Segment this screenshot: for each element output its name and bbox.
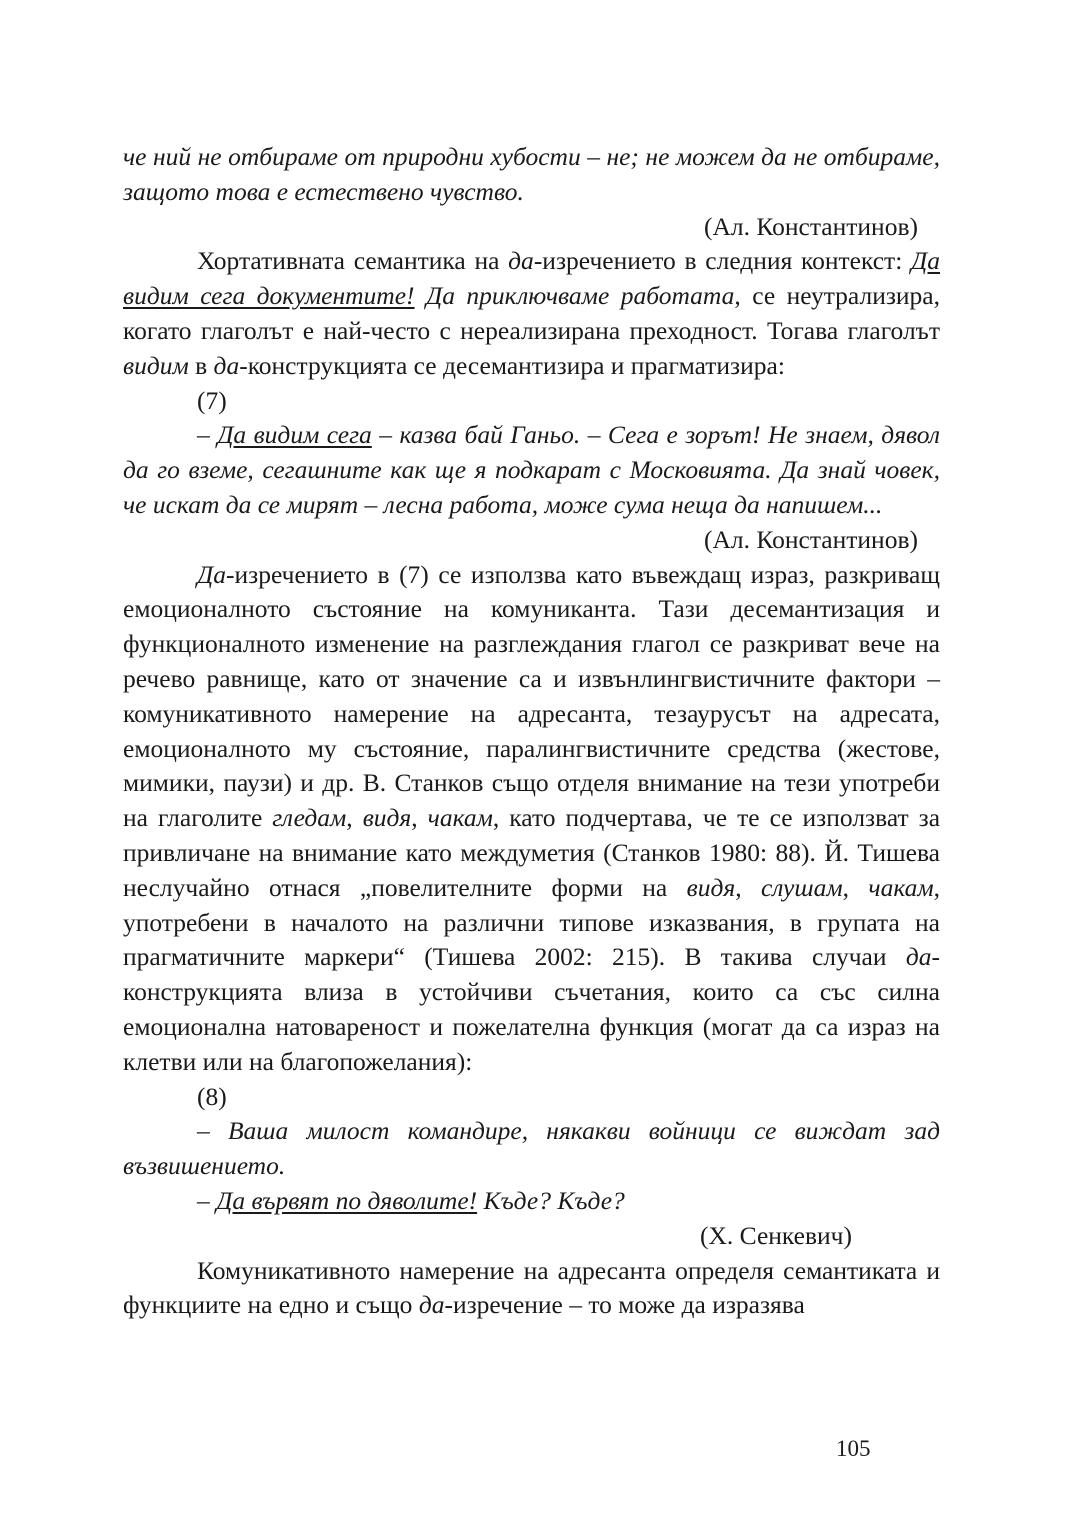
dash: –	[197, 420, 218, 450]
italic-term: слушам	[760, 872, 843, 902]
italic-term: гледам	[272, 803, 347, 833]
source-attribution: (Ал. Константинов)	[704, 211, 918, 241]
underlined-example: Да видим сега документите!	[123, 246, 940, 311]
source-attribution: (Ал. Константинов)	[704, 524, 918, 554]
text-run: Комуникативното намерение на адресанта определя семантиката и функциите на едно и също	[123, 1255, 940, 1320]
text-run: ,	[346, 803, 363, 833]
text-run: -изречение – то може да изразява	[444, 1290, 805, 1320]
text-run: , се неутрализира, когато глаголът е най-често с нереализирана преходност. Тогава глаголът	[123, 281, 941, 345]
italic-term: да	[905, 942, 932, 972]
text-run: Хортативната семантика на	[197, 246, 509, 276]
paragraph	[123, 1254, 940, 1324]
underlined-example: Да видим сега	[217, 420, 372, 450]
italic-term: чакам	[868, 872, 934, 902]
text-run: -изречението в следния контекст:	[533, 246, 912, 276]
quote-line: отбираме, защото това е естествено чувство.	[123, 142, 941, 206]
paragraph	[123, 558, 940, 1080]
text-run: -конструкцията се десемантизира и прагматизира:	[239, 350, 785, 380]
italic-term: да	[213, 350, 240, 380]
italic-term: да	[508, 246, 534, 276]
page-body	[123, 140, 940, 1323]
italic-term: чакам	[427, 803, 493, 833]
quote-line: че ний не отбираме от природни хубости – не; не можем да не	[123, 142, 818, 171]
text-run: ,	[735, 872, 761, 902]
italic-term: да	[418, 1290, 445, 1320]
example-number: (7)	[197, 385, 227, 415]
italic-example: Да приключваме работата	[414, 281, 735, 311]
source-attribution: (Х. Сенкевич)	[699, 1220, 852, 1250]
paragraph	[123, 244, 940, 383]
text-run: ,	[842, 872, 869, 902]
text-run: в	[188, 350, 214, 380]
example-quote: – Ваша милост командире, някакви войници се виждат зад възвишението.	[123, 1116, 940, 1181]
underlined-example: Да вървят по дяволите!	[216, 1185, 478, 1215]
italic-term: Да	[197, 559, 226, 589]
italic-term: видим	[123, 350, 189, 380]
text-run: -изречението в (7) се използва като въвеждащ израз, разкриващ емоционалното състояние на комуниканта. Тази десемантизация и функционалното изменение на разглеждания глагол се разкриват вече на речево равнище, като от значение са и извънлингвистичните фактори – комуникативното намерение на адресанта, тезаурусът на адресата, емоционалното му състояние, паралингвистичните средства (жестове, мимики, паузи) и др. В. Станков също отделя внимание на тези употреби на глаголите	[123, 559, 940, 833]
example-number: (8)	[197, 1081, 227, 1111]
text-run: , като подчертава, че те се използват за привличане на внимание като междуметия (Станков 1980: 88). Й. Тишева неслучайно отнася „повелителните форми на	[123, 803, 941, 902]
text-run: -конструкцията влиза в устойчиви съчетания, които са със силна емоционална натовареност и пожелателна функция (могат да са израз на клетви или на благопожелания):	[123, 942, 940, 1076]
text-run: ,	[411, 803, 428, 833]
italic-term: видя	[686, 872, 736, 902]
quote-continuation	[123, 140, 940, 210]
page-number: 105	[836, 1436, 871, 1461]
dash: –	[197, 1185, 217, 1215]
example-quote	[123, 418, 940, 522]
text-run: Къде? Къде?	[477, 1185, 625, 1215]
text-run: , употребени в началото на различни типове изказвания, в групата на прагматичните маркери“ (Тишева 2002: 215). В такива случаи	[123, 872, 941, 972]
example-quote	[123, 1184, 940, 1219]
italic-term: видя	[362, 803, 412, 833]
text-run: – казва бай Ганьо. – Сега е зорът! Не знаем, дявол да го вземе, сегашните как ще я подкарат с Московията. Да знай човек, че искат да се мирят – лесна работа, може сума неща да напишем...	[123, 420, 941, 519]
